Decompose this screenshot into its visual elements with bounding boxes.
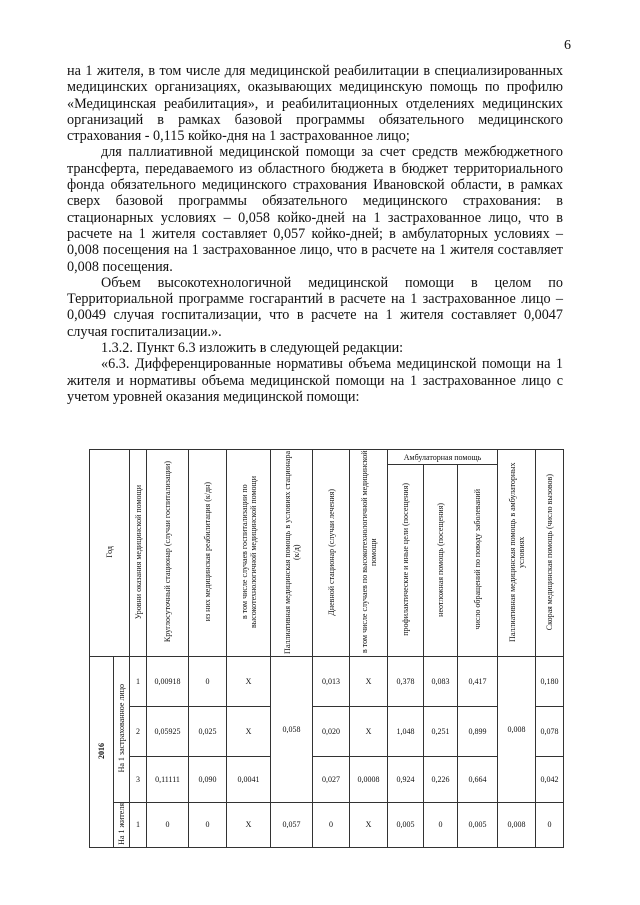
- table-row: [90, 803, 564, 848]
- volume-norms-table: [89, 449, 564, 848]
- header-disease: число обращений по поводу заболеваний: [458, 465, 498, 657]
- cell-disease: 0,664: [458, 757, 498, 803]
- header-day-hosp: Дневной стационар (случаи лечения): [313, 450, 350, 657]
- paragraph-4: 1.3.2. Пункт 6.3 изложить в следующей редакции:: [101, 340, 404, 357]
- cell-disease: 0,417: [458, 657, 498, 707]
- header-hitech: в том числе случаев госпитализации по высокотехнологичной медицинской помощи: [227, 450, 271, 657]
- header-level: Уровни оказания медицинской помощи: [130, 450, 147, 657]
- paragraph-5: «6.3. Дифференцированные нормативы объема медицинской помощи на 1 жителя и нормативы объема медицинской помощи на 1 застрахованное лицо с учетом уровней оказания медицинской помощи:: [67, 356, 563, 405]
- cell-hitech: X: [227, 707, 271, 757]
- group-resident-cell: На 1 жителя: [114, 803, 130, 848]
- cell-prophylactic: 0,378: [388, 657, 424, 707]
- cell-day-hitech: X: [350, 803, 388, 848]
- cell-round-hosp: 0,11111: [147, 757, 189, 803]
- header-day-hitech: в том числе случаев по высокотехнологичной медицинской помощи: [350, 450, 388, 657]
- cell-day-hosp: 0: [313, 803, 350, 848]
- header-emergency: Скорая медицинская помощь (число вызовов): [536, 450, 564, 657]
- cell-hitech: X: [227, 657, 271, 707]
- cell-prophylactic: 1,048: [388, 707, 424, 757]
- cell-urgent: 0,226: [424, 757, 458, 803]
- cell-emergency: 0,078: [536, 707, 564, 757]
- cell-urgent: 0,083: [424, 657, 458, 707]
- cell-emergency: 0: [536, 803, 564, 848]
- table-row: [90, 757, 564, 803]
- cell-urgent: 0,251: [424, 707, 458, 757]
- cell-rehab: 0,090: [189, 757, 227, 803]
- cell-day-hosp: 0,013: [313, 657, 350, 707]
- table-row: [90, 657, 564, 707]
- cell-palliative-hosp: 0,057: [271, 803, 313, 848]
- cell-round-hosp: 0,00918: [147, 657, 189, 707]
- group-insured-cell: На 1 застрахованное лицо: [114, 657, 130, 803]
- header-rehab: из них медицинская реабилитация (к/дн): [189, 450, 227, 657]
- cell-prophylactic: 0,005: [388, 803, 424, 848]
- header-year: Год: [90, 450, 130, 657]
- header-ambulatory: Амбулаторная помощь: [388, 450, 498, 465]
- cell-level: 1: [130, 657, 147, 707]
- year-cell: 2016: [90, 657, 114, 848]
- cell-palliative-amb: 0,008: [498, 657, 536, 803]
- header-palliative-hosp: Паллиативная медицинская помощь в условиях стационара (к/д): [271, 450, 313, 657]
- cell-level: 3: [130, 757, 147, 803]
- paragraph-3: Объем высокотехнологичной медицинской помощи в целом по Территориальной программе госгарантий в расчете на 1 застрахованное лицо – 0,0049 случая госпитализации, что в расчете на 1 жителя составляет 0,0047 случая госпитализации.».: [67, 274, 563, 340]
- cell-day-hitech: X: [350, 657, 388, 707]
- cell-rehab: 0,025: [189, 707, 227, 757]
- paragraph-2: для паллиативной медицинской помощи за счет средств межбюджетного трансферта, передаваемого из областного бюджета в бюджет территориального фонда обязательного медицинского страхования Ивановской области, в рамках сверх базовой программы обязательного медицинского страхования: в стационарных условиях – 0,058 койко-дней на 1 застрахованное лицо, что в расчете на 1 жителя составляет 0,057 койко-дней; в амбулаторных условиях – 0,008 посещения на 1 застрахованное лицо, что в расчете на 1 жителя составляет 0,008 посещения.: [67, 144, 563, 275]
- header-palliative-amb: Паллиативная медицинская помощь в амбулаторных условиях: [498, 450, 536, 657]
- cell-urgent: 0: [424, 803, 458, 848]
- cell-prophylactic: 0,924: [388, 757, 424, 803]
- cell-level: 1: [130, 803, 147, 848]
- cell-disease: 0,899: [458, 707, 498, 757]
- cell-disease: 0,005: [458, 803, 498, 848]
- cell-emergency: 0,180: [536, 657, 564, 707]
- cell-day-hitech: X: [350, 707, 388, 757]
- cell-hitech: 0,0041: [227, 757, 271, 803]
- body-text: [67, 63, 563, 405]
- cell-rehab: 0: [189, 803, 227, 848]
- paragraph-1: на 1 жителя, в том числе для медицинской реабилитации в специализированных медицинских организациях, оказывающих медицинскую помощь по профилю «Медицинская реабилитация», и реабилитационных отделениях медицинских организаций в рамках базовой программы обязательного медицинского страхования - 0,115 койко-дня на 1 застрахованное лицо;: [67, 63, 563, 145]
- cell-round-hosp: 0,05925: [147, 707, 189, 757]
- header-prophylactic: профилактические и иные цели (посещения): [388, 465, 424, 657]
- page-number: 6: [564, 38, 571, 53]
- cell-palliative-hosp: 0,058: [271, 657, 313, 803]
- cell-palliative-amb: 0,008: [498, 803, 536, 848]
- cell-day-hosp: 0,020: [313, 707, 350, 757]
- table-row: [90, 707, 564, 757]
- cell-round-hosp: 0: [147, 803, 189, 848]
- header-round-hosp: Круглосуточный стационар (случаи госпитализации): [147, 450, 189, 657]
- cell-level: 2: [130, 707, 147, 757]
- cell-day-hitech: 0,0008: [350, 757, 388, 803]
- cell-emergency: 0,042: [536, 757, 564, 803]
- cell-day-hosp: 0,027: [313, 757, 350, 803]
- header-urgent: неотложная помощь (посещения): [424, 465, 458, 657]
- cell-rehab: 0: [189, 657, 227, 707]
- cell-hitech: X: [227, 803, 271, 848]
